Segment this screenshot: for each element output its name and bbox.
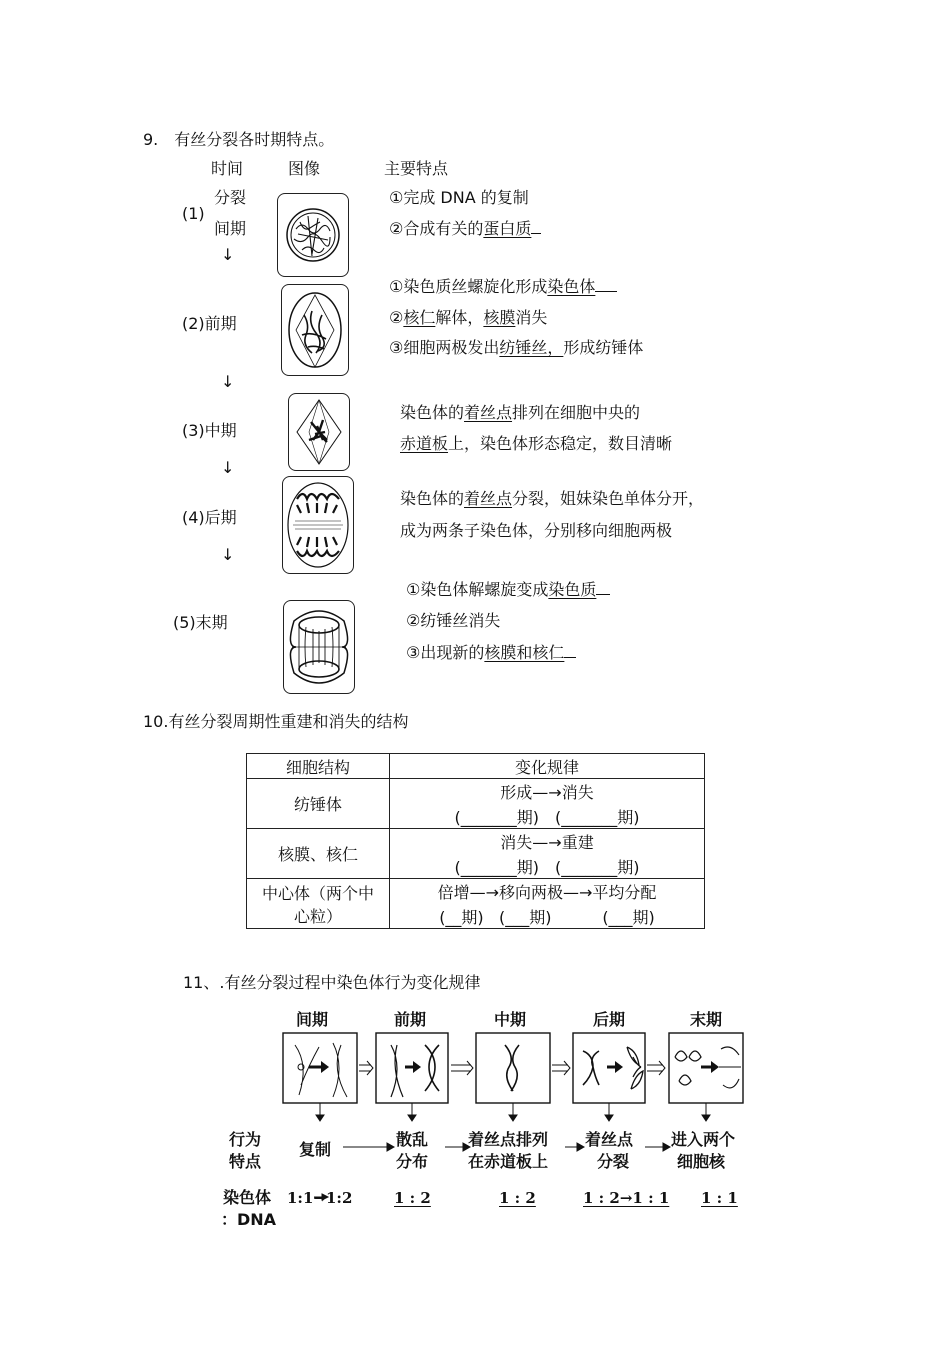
arrow-down-1: ↓ xyxy=(221,245,235,264)
anaphase-cell-image xyxy=(282,476,354,574)
stage1-name-a: 分裂 xyxy=(214,188,247,207)
col-header-rule: 变化规律 xyxy=(390,754,705,779)
behavior-anaphase-a: 着丝点 xyxy=(585,1130,634,1149)
stage-heading: 间期 xyxy=(296,1010,329,1029)
behavior-metaphase-b: 在赤道板上 xyxy=(468,1152,549,1171)
header-features: 主要特点 xyxy=(384,159,449,178)
behavior-interphase: 复制 xyxy=(299,1140,332,1159)
header-time: 时间 xyxy=(211,159,244,178)
ratio-telophase: 1 : 1 xyxy=(701,1189,738,1207)
stage4-num: (4)后期 xyxy=(182,508,237,527)
prophase-cell-image xyxy=(281,284,349,376)
stage1-name-b: 间期 xyxy=(214,219,247,238)
stage3-num: (3)中期 xyxy=(182,421,237,440)
header-image: 图像 xyxy=(288,159,321,178)
table-row xyxy=(247,829,705,879)
row-structure: 中心体（两个中 心粒） xyxy=(247,879,390,929)
s5-feature-1: ①染色体解螺旋变成染色质 xyxy=(406,577,610,600)
stage1-num: (1) xyxy=(182,204,205,223)
row-label-behavior-a: 行为 xyxy=(229,1130,262,1149)
behavior-metaphase-a: 着丝点排列 xyxy=(468,1130,549,1149)
ratio-prophase: 1 : 2 xyxy=(394,1189,431,1207)
arrow-down-2: ↓ xyxy=(221,372,235,391)
table-row xyxy=(247,879,705,929)
telophase-cell-image xyxy=(283,600,355,694)
s4-line-2: 成为两条子染色体，分别移向细胞两极 xyxy=(400,521,673,540)
metaphase-cell-image xyxy=(288,393,350,471)
s3-line-2: 赤道板上，染色体形态稳定，数目清晰 xyxy=(400,434,673,453)
row-structure: 纺锤体 xyxy=(247,779,390,829)
q11-title: 11、.有丝分裂过程中染色体行为变化规律 xyxy=(183,973,481,992)
behavior-telophase-a: 进入两个 xyxy=(671,1130,736,1149)
q9-title: 9. 有丝分裂各时期特点。 xyxy=(143,130,335,149)
arrow-down-3: ↓ xyxy=(221,458,235,477)
s5-feature-2: ②纺锤丝消失 xyxy=(406,611,501,630)
row-label-ratio-a: 染色体 xyxy=(223,1188,272,1207)
s3-line-1: 染色体的着丝点排列在细胞中央的 xyxy=(400,403,641,422)
s1-feature-1: ①完成 DNA 的复制 xyxy=(389,188,529,207)
row-label-behavior-b: 特点 xyxy=(229,1152,262,1171)
stage-heading: 前期 xyxy=(394,1010,427,1029)
behavior-telophase-b: 细胞核 xyxy=(677,1152,726,1171)
row-structure: 核膜、核仁 xyxy=(247,829,390,879)
behavior-prophase-b: 分布 xyxy=(396,1152,429,1171)
table-row xyxy=(247,779,705,829)
s2-feature-2: ②核仁解体，核膜消失 xyxy=(389,308,548,327)
stage2-num: (2)前期 xyxy=(182,314,237,333)
interphase-cell-image xyxy=(277,193,349,277)
s2-feature-3: ③细胞两极发出纺锤丝，形成纺锤体 xyxy=(389,338,644,357)
ratio-interphase: 1:1→1:2 xyxy=(287,1189,353,1207)
stage-heading: 后期 xyxy=(593,1010,626,1029)
s4-line-1: 染色体的着丝点分裂，姐妹染色单体分开， xyxy=(400,489,705,508)
ratio-metaphase: 1 : 2 xyxy=(499,1189,536,1207)
s5-feature-3: ③出现新的核膜和核仁 xyxy=(406,640,576,663)
row-rule: 消失—→重建 (_______期) (_______期) xyxy=(390,829,705,879)
row-rule: 倍增—→移向两极—→平均分配 (__期) (___期) (___期) xyxy=(390,879,705,929)
row-rule: 形成—→消失 (_______期) (_______期) xyxy=(390,779,705,829)
stage-heading: 末期 xyxy=(690,1010,723,1029)
behavior-anaphase-b: 分裂 xyxy=(597,1152,630,1171)
q10-title: 10.有丝分裂周期性重建和消失的结构 xyxy=(143,712,409,731)
arrow-down-4: ↓ xyxy=(221,545,235,564)
row-label-ratio-b: ：DNA xyxy=(221,1210,277,1229)
behavior-prophase-a: 散乱 xyxy=(396,1130,429,1149)
q10-table xyxy=(246,753,705,929)
col-header-structure: 细胞结构 xyxy=(247,754,390,779)
ratio-anaphase: 1 : 2→1 : 1 xyxy=(583,1189,670,1207)
stage5-num: (5)末期 xyxy=(173,613,228,632)
chromosome-behavior-figure xyxy=(213,1005,748,1230)
s1-feature-2: ②合成有关的蛋白质 xyxy=(389,216,541,239)
s2-feature-1: ①染色质丝螺旋化形成染色体 xyxy=(389,274,617,297)
stage-heading: 中期 xyxy=(494,1010,527,1029)
